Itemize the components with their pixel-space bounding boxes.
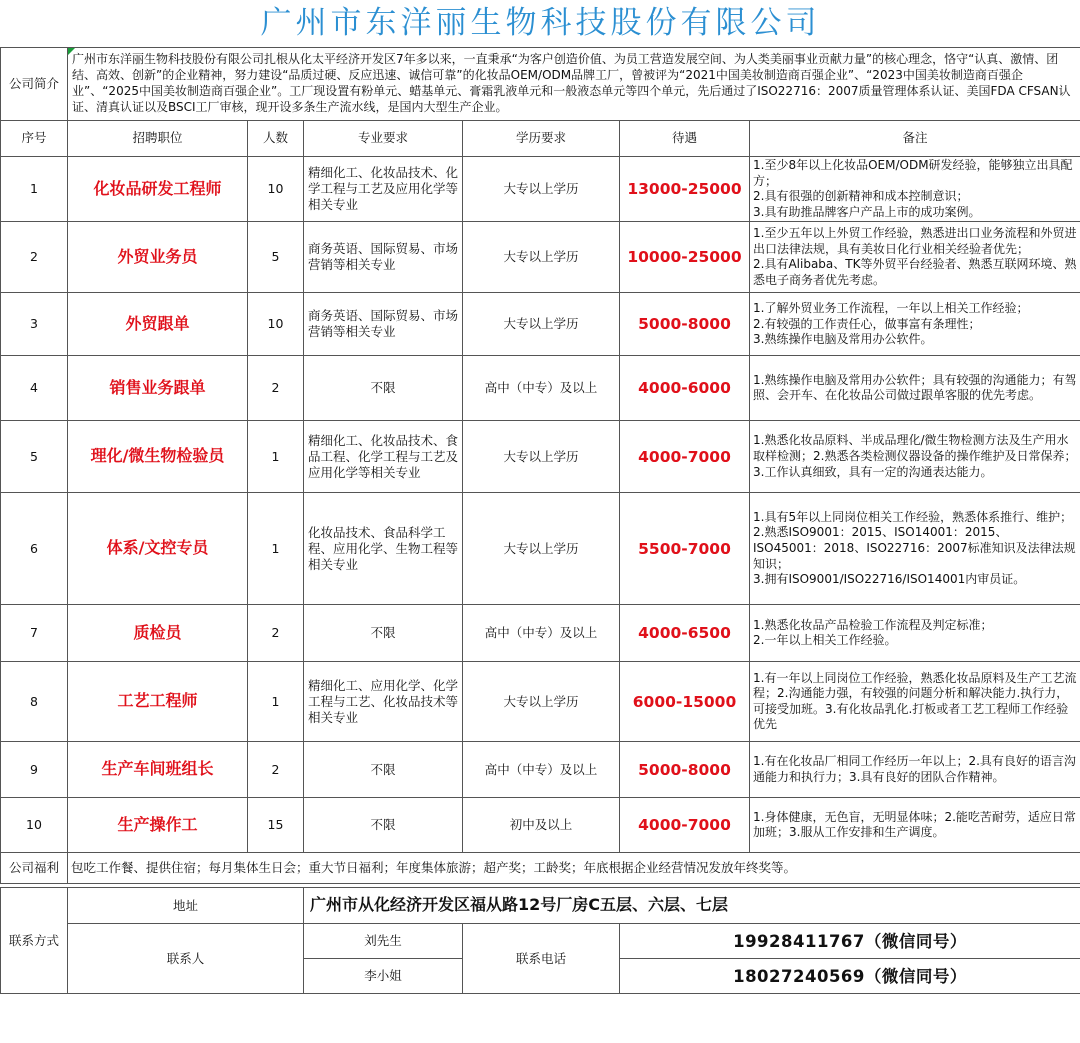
- person-label: 联系人: [68, 924, 304, 994]
- job-notes: 1.熟悉化妆品产品检验工作流程及判定标准； 2.一年以上相关工作经验。: [750, 605, 1080, 662]
- job-salary: 4000-7000: [620, 798, 750, 853]
- job-salary: 4000-6000: [620, 356, 750, 421]
- phone-2: 18027240569（微信同号）: [620, 959, 1080, 994]
- job-education: 高中（中专）及以上: [463, 356, 620, 421]
- job-position: 生产车间班组长: [68, 742, 248, 798]
- job-count: 1: [248, 493, 304, 605]
- welfare-text: 包吃工作餐、提供住宿；每月集体生日会；重大节日福利；年度集体旅游；超产奖；工龄奖；年底根据企业经营情况发放年终奖等。: [68, 853, 1080, 884]
- job-no: 2: [1, 222, 68, 293]
- job-education: 高中（中专）及以上: [463, 742, 620, 798]
- job-salary: 10000-25000: [620, 222, 750, 293]
- job-row: [1, 662, 1080, 742]
- job-major: 不限: [304, 356, 463, 421]
- job-major: 精细化工、应用化学、化学工程与工艺、化妆品技术等相关专业: [304, 662, 463, 742]
- job-no: 8: [1, 662, 68, 742]
- job-no: 5: [1, 421, 68, 493]
- job-row: [1, 157, 1080, 222]
- job-position: 工艺工程师: [68, 662, 248, 742]
- job-notes: 1.身体健康，无色盲，无明显体味；2.能吃苦耐劳，适应日常加班；3.服从工作安排和生产调度。: [750, 798, 1080, 853]
- contact-label: 联系方式: [1, 888, 68, 994]
- job-count: 5: [248, 222, 304, 293]
- header-position: 招聘职位: [68, 121, 248, 157]
- job-count: 2: [248, 605, 304, 662]
- address-value: 广州市从化经济开发区福从路12号厂房C五层、六层、七层: [304, 888, 1080, 924]
- job-notes: 1.熟练操作电脑及常用办公软件；具有较强的沟通能力；有驾照、会开车、在化妆品公司做过跟单客服的优先考虑。: [750, 356, 1080, 421]
- intro-text: 广州市东洋丽生物科技股份有限公司扎根从化太平经济开发区7年多以来，一直秉承“为客户创造价值、为员工营造发展空间、为人类美丽事业贡献力量”的核心理念，恪守“认真、激情、团结、高效、创新”的企业精神，努力建设“品质过硬、反应迅速、诚信可靠”的化妆品OEM/ODM品牌工厂，曾被评为“2021中国美妆制造商百强企业”、“2023中国美妆制造商百强企业”、“2025中国美妆制造商百强企业”。工厂现设置有粉单元、蜡基单元、膏霜乳液单元和一般液态单元等四个单元，先后通过了ISO22716：2007质量管理体系认证、美国FDA CFSAN认证、清真认证以及BSCI工厂审核，现开设多条生产流水线，是国内大型生产企业。: [72, 52, 1071, 114]
- job-notes: 1.有在化妆品厂相同工作经历一年以上；2.具有良好的语言沟通能力和执行力；3.具有良好的团队合作精神。: [750, 742, 1080, 798]
- header-row: [1, 121, 1080, 157]
- job-notes: 1.了解外贸业务工作流程，一年以上相关工作经验； 2.有较强的工作责任心，做事富有条理性； 3.熟练操作电脑及常用办公软件。: [750, 293, 1080, 356]
- job-salary: 13000-25000: [620, 157, 750, 222]
- person-1: 刘先生: [304, 924, 463, 959]
- job-education: 大专以上学历: [463, 293, 620, 356]
- job-education: 高中（中专）及以上: [463, 605, 620, 662]
- welfare-label: 公司福利: [1, 853, 68, 884]
- job-education: 大专以上学历: [463, 421, 620, 493]
- job-no: 1: [1, 157, 68, 222]
- job-education: 初中及以上: [463, 798, 620, 853]
- header-major: 专业要求: [304, 121, 463, 157]
- job-salary: 5000-8000: [620, 293, 750, 356]
- job-no: 3: [1, 293, 68, 356]
- job-row: [1, 742, 1080, 798]
- job-notes: 1.有一年以上同岗位工作经验，熟悉化妆品原料及生产工艺流程；2.沟通能力强，有较强的问题分析和解决能力.执行力，可接受加班。3.有化妆品乳化.打板或者工艺工程师工作经验优先: [750, 662, 1080, 742]
- job-no: 7: [1, 605, 68, 662]
- job-no: 10: [1, 798, 68, 853]
- job-position: 化妆品研发工程师: [68, 157, 248, 222]
- job-major: 商务英语、国际贸易、市场营销等相关专业: [304, 293, 463, 356]
- job-row: [1, 356, 1080, 421]
- job-salary: 4000-6500: [620, 605, 750, 662]
- job-education: 大专以上学历: [463, 662, 620, 742]
- job-count: 1: [248, 662, 304, 742]
- job-salary: 4000-7000: [620, 421, 750, 493]
- header-notes: 备注: [750, 121, 1080, 157]
- job-education: 大专以上学历: [463, 157, 620, 222]
- job-no: 9: [1, 742, 68, 798]
- phone-label: 联系电话: [463, 924, 620, 994]
- job-row: [1, 222, 1080, 293]
- job-row: [1, 493, 1080, 605]
- job-position: 外贸跟单: [68, 293, 248, 356]
- job-major: 不限: [304, 742, 463, 798]
- job-position: 外贸业务员: [68, 222, 248, 293]
- job-count: 10: [248, 157, 304, 222]
- job-major: 精细化工、化妆品技术、化学工程与工艺及应用化学等相关专业: [304, 157, 463, 222]
- job-count: 10: [248, 293, 304, 356]
- job-position: 生产操作工: [68, 798, 248, 853]
- job-row: [1, 421, 1080, 493]
- person-2: 李小姐: [304, 959, 463, 994]
- job-education: 大专以上学历: [463, 493, 620, 605]
- job-count: 1: [248, 421, 304, 493]
- intro-label: 公司简介: [1, 48, 68, 121]
- job-major: 精细化工、化妆品技术、食品工程、化学工程与工艺及应用化学等相关专业: [304, 421, 463, 493]
- header-salary: 待遇: [620, 121, 750, 157]
- header-no: 序号: [1, 121, 68, 157]
- comment-marker: [68, 48, 75, 55]
- job-count: 2: [248, 356, 304, 421]
- job-notes: 1.至少五年以上外贸工作经验，熟悉进出口业务流程和外贸进出口法律法规，具有美妆日化行业相关经验者优先； 2.具有Alibaba、TK等外贸平台经验者、熟悉互联网环境、熟悉电子商务者优先考虑。: [750, 222, 1080, 293]
- job-position: 理化/微生物检验员: [68, 421, 248, 493]
- job-salary: 5000-8000: [620, 742, 750, 798]
- job-position: 体系/文控专员: [68, 493, 248, 605]
- job-salary: 6000-15000: [620, 662, 750, 742]
- header-education: 学历要求: [463, 121, 620, 157]
- job-row: [1, 605, 1080, 662]
- job-education: 大专以上学历: [463, 222, 620, 293]
- job-no: 4: [1, 356, 68, 421]
- job-no: 6: [1, 493, 68, 605]
- job-notes: 1.具有5年以上同岗位相关工作经验，熟悉体系推行、维护； 2.熟悉ISO9001：2015、ISO14001：2015、ISO45001：2018、ISO22716：2007标准知识及法律法规知识； 3.拥有ISO9001/ISO22716/ISO14001内审员证。: [750, 493, 1080, 605]
- job-count: 15: [248, 798, 304, 853]
- job-major: 商务英语、国际贸易、市场营销等相关专业: [304, 222, 463, 293]
- address-label: 地址: [68, 888, 304, 924]
- job-count: 2: [248, 742, 304, 798]
- job-salary: 5500-7000: [620, 493, 750, 605]
- job-major: 不限: [304, 605, 463, 662]
- phone-1: 19928411767（微信同号）: [620, 924, 1080, 959]
- job-position: 质检员: [68, 605, 248, 662]
- job-row: [1, 798, 1080, 853]
- header-count: 人数: [248, 121, 304, 157]
- job-major: 化妆品技术、食品科学工程、应用化学、生物工程等相关专业: [304, 493, 463, 605]
- job-notes: 1.至少8年以上化妆品OEM/ODM研发经验，能够独立出具配方； 2.具有很强的创新精神和成本控制意识； 3.具有助推品牌客户产品上市的成功案例。: [750, 157, 1080, 222]
- job-position: 销售业务跟单: [68, 356, 248, 421]
- job-notes: 1.熟悉化妆品原料、半成品理化/微生物检测方法及生产用水取样检测；2.熟悉各类检测仪器设备的操作维护及日常保养；3.工作认真细致，具有一定的沟通表达能力。: [750, 421, 1080, 493]
- intro-cell: [68, 48, 1080, 121]
- job-row: [1, 293, 1080, 356]
- job-major: 不限: [304, 798, 463, 853]
- company-title: 广州市东洋丽生物科技股份有限公司: [1, 0, 1080, 48]
